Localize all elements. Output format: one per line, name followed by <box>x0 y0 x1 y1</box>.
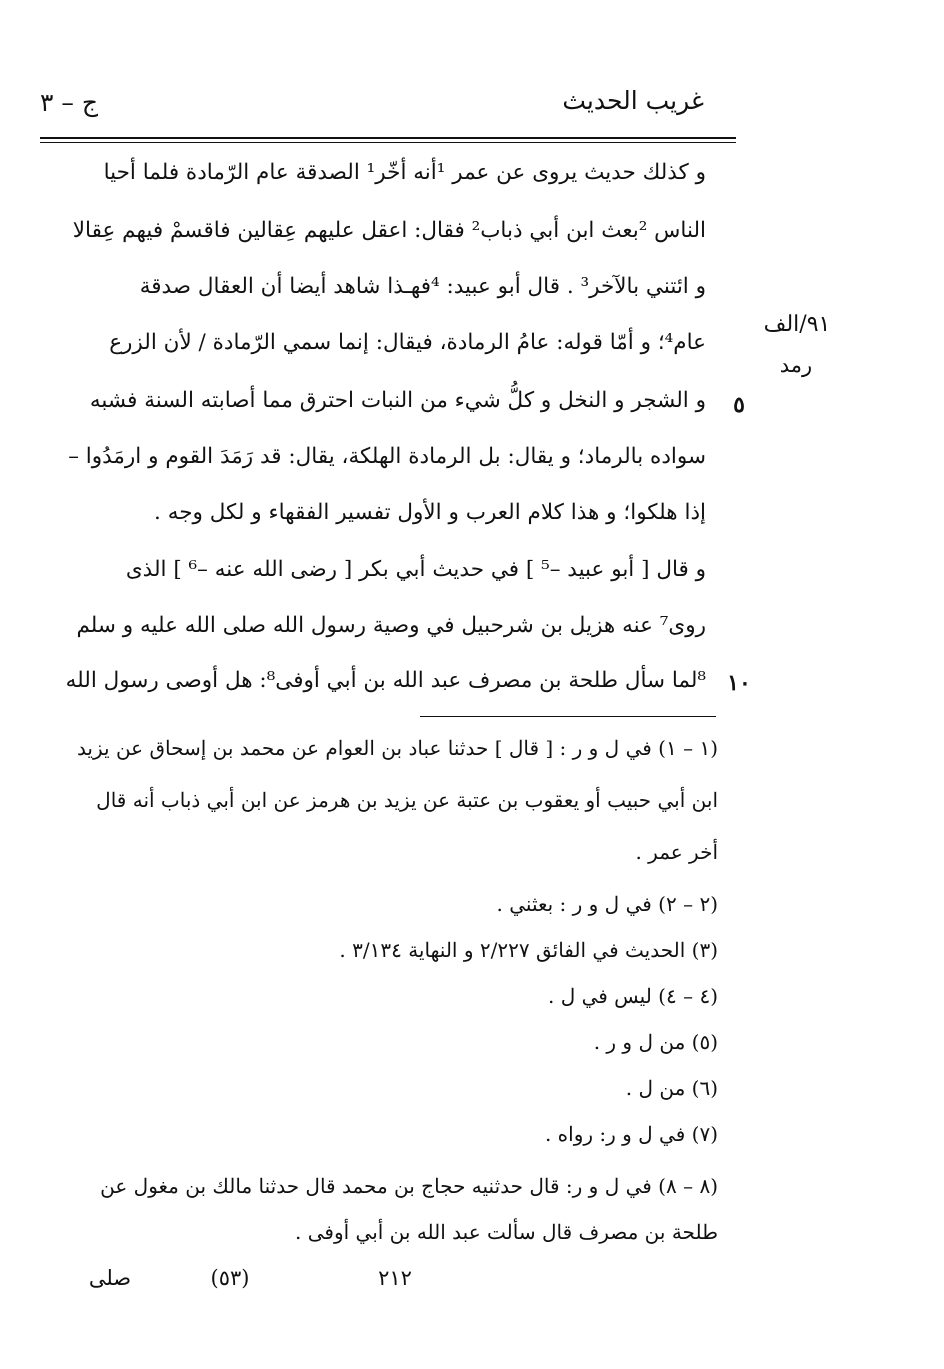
body-line: سواده بالرماد؛ و يقال: بل الرمادة الهلكة، يقال: قد رَمَدَ القوم و ارمَدُوا – <box>68 444 706 469</box>
footnote-line: (٦) من ل . <box>625 1076 718 1100</box>
margin-keyword: رمد <box>779 353 813 377</box>
body-line: إذا هلكوا؛ و هذا كلام العرب و الأول تفسير الفقهاء و لكل وجه . <box>154 500 706 525</box>
footnote-line: (٥) من ل و ر . <box>593 1030 718 1054</box>
header-rule <box>40 137 736 143</box>
body-line: و قال [ أبو عبيد –⁵ ] في حديث أبي بكر [ رضى الله عنه –⁶ ] الذى <box>125 557 706 582</box>
footnote-line: (٧) في ل و ر: رواه . <box>544 1122 718 1146</box>
footnote-line: (١ – ١) في ل و ر : [ قال ] حدثنا عباد بن العوام عن محمد بن إسحاق عن يزيد <box>76 736 718 760</box>
footnote-line: أخر عمر . <box>635 840 718 864</box>
catchword: صلى <box>88 1266 132 1290</box>
body-line: روى⁷ عنه هزيل بن شرحبيل في وصية رسول الله صلى الله عليه و سلم <box>76 613 706 638</box>
body-line: الناس ²بعث ابن أبي ذباب² فقال: اعقل عليهم عِقالين فاقسمْ فيهم عِقالا <box>72 218 706 243</box>
footnote-line: طلحة بن مصرف قال سألت عبد الله بن أبي أوفى . <box>295 1220 718 1244</box>
body-line: ⁸لما سأل طلحة بن مصرف عبد الله بن أبي أوفى⁸: هل أوصى رسول الله <box>65 668 706 693</box>
footnote-line: (٢ – ٢) في ل و ر : بعثني . <box>496 892 718 916</box>
footnote-separator <box>420 716 716 717</box>
footnote-line: (٤ – ٤) ليس في ل . <box>547 984 718 1008</box>
footnote-line: ابن أبي حبيب أو يعقوب بن عتبة عن يزيد بن هرمز عن ابن أبي ذباب أنه قال <box>96 788 718 812</box>
page-number: ٢١٢ <box>378 1266 412 1290</box>
margin-folio-reference: ٩١/الف <box>763 312 831 337</box>
line-number-10: ١٠ <box>727 670 751 696</box>
body-line: و الشجر و النخل و كلُّ شيء من النبات احترق مما أصابته السنة فشبه <box>89 388 706 413</box>
running-title: غريب الحديث <box>562 86 704 115</box>
volume-label: ج – ٣ <box>40 88 98 117</box>
body-line: عام⁴؛ و أمّا قوله: عامُ الرمادة، فيقال: إنما سمي الرّمادة / لأن الزرع <box>109 330 706 355</box>
footnote-line: (٨ – ٨) في ل و ر: قال حدثنيه حجاج بن محمد قال حدثنا مالك بن مغول عن <box>100 1174 718 1198</box>
footnote-line: (٣) الحديث في الفائق ٢/٢٢٧ و النهاية ٣/١٣٤ . <box>339 938 718 962</box>
body-line: و ائتني بالآخر³ . قال أبو عبيد: ⁴فهـذا شاهد أيضا أن العقال صدقة <box>139 274 706 299</box>
body-line: و كذلك حديث يروى عن عمر ¹أنه أخّر¹ الصدقة عام الرّمادة فلما أحيا <box>103 160 706 185</box>
sheet-number: (٥٣) <box>210 1266 250 1290</box>
line-number-5: ٥ <box>733 392 745 418</box>
